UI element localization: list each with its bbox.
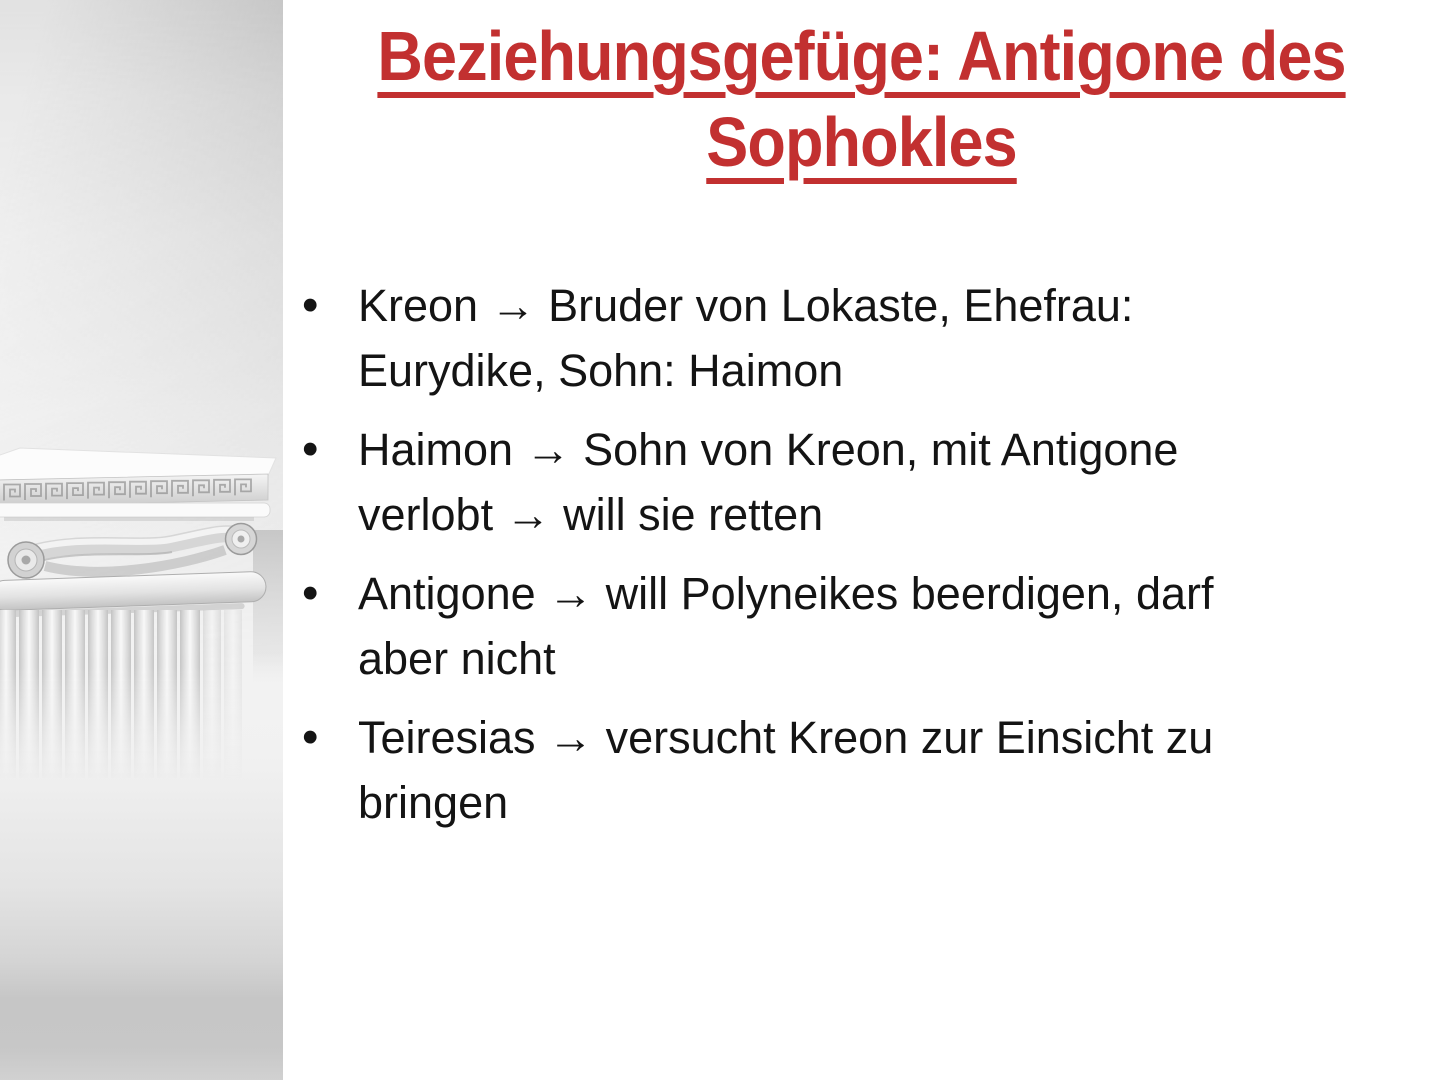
bullet-item-kreon xyxy=(283,273,1410,403)
bullet-marker: • xyxy=(302,566,319,619)
slide-title xyxy=(341,0,1382,185)
bullet-marker: • xyxy=(302,710,319,763)
bullet-text-line: bringen xyxy=(358,777,509,828)
bullet-text-line: Antigone → will Polyneikes beerdigen, darf xyxy=(358,568,1214,619)
bullet-text-line: Kreon → Bruder von Lokaste, Ehefrau: xyxy=(358,280,1134,331)
bullet-marker: • xyxy=(302,278,319,331)
bullet-text-line: verlobt → will sie retten xyxy=(358,489,824,540)
bullet-list xyxy=(283,273,1440,835)
bullet-text-line: Eurydike, Sohn: Haimon xyxy=(358,345,844,396)
bullet-item-teiresias xyxy=(283,705,1410,835)
bullet-text-line: aber nicht xyxy=(358,633,556,684)
bullet-text-line: Teiresias → versucht Kreon zur Einsicht zu xyxy=(358,712,1214,763)
bullet-item-haimon xyxy=(283,417,1410,547)
sidebar-decoration xyxy=(0,0,283,1080)
bullet-text-line: Haimon → Sohn von Kreon, mit Antigone xyxy=(358,424,1179,475)
bullet-item-antigone xyxy=(283,561,1410,691)
bullet-marker: • xyxy=(302,422,319,475)
slide-content xyxy=(283,0,1440,1080)
title-line-2: Sophokles xyxy=(706,103,1017,181)
title-line-1: Beziehungsgefüge: Antigone des xyxy=(377,17,1346,95)
greek-column-image xyxy=(0,438,290,783)
